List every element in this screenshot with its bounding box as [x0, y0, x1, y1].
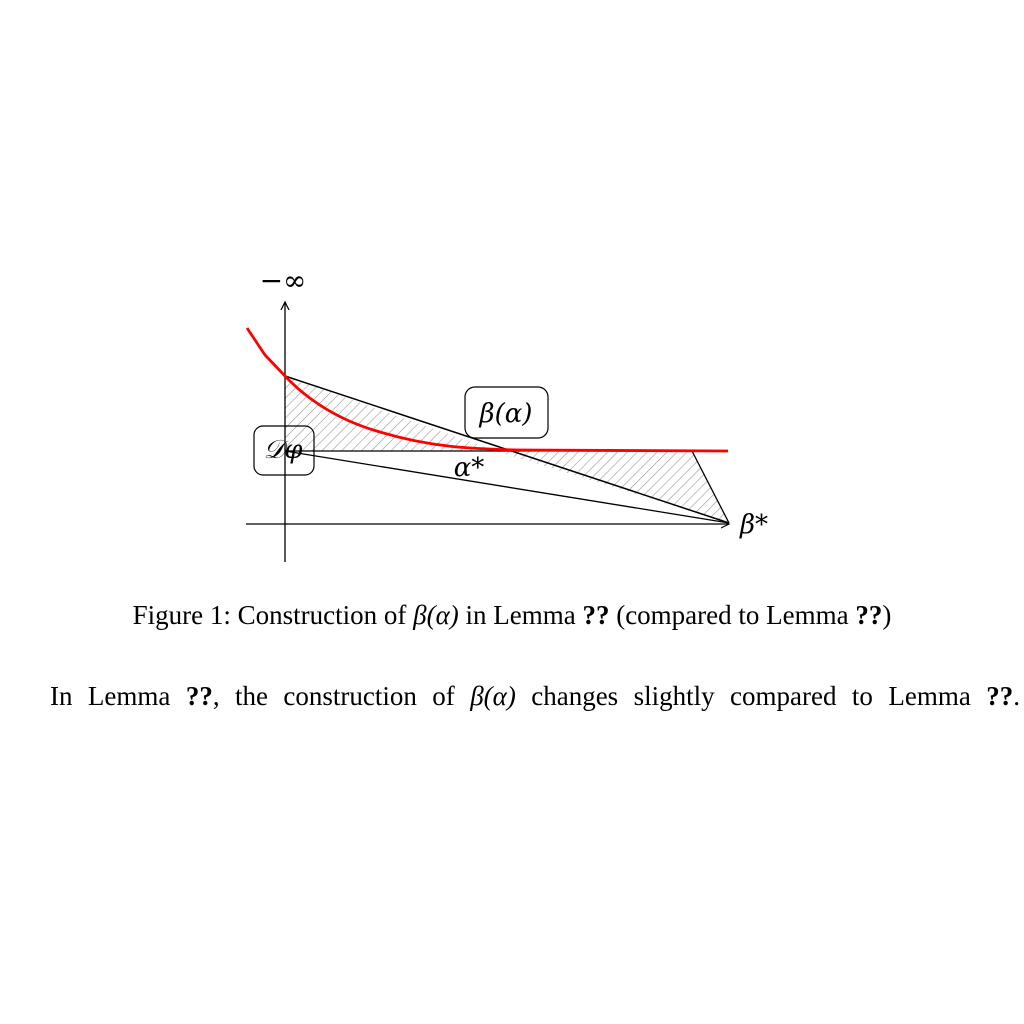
paragraph-ref-2[interactable]: ?? — [986, 681, 1014, 711]
paragraph-text-3: changes slightly compared to Lemma — [515, 681, 987, 711]
caption-math-beta-alpha: β(α) — [413, 600, 459, 630]
caption-mid1: in Lemma — [458, 600, 583, 630]
paragraph-ref-1[interactable]: ?? — [185, 681, 213, 711]
caption-ref-2[interactable]: ?? — [855, 600, 883, 630]
body-paragraph — [6, 680, 1020, 744]
beta-alpha-label: β(α) — [479, 399, 533, 429]
caption-mid2: (compared to Lemma — [609, 600, 856, 630]
paragraph-math-beta-alpha: β(α) — [470, 681, 516, 711]
x-axis-label: β* — [740, 510, 769, 540]
caption-prefix: Figure 1: Construction of — [132, 600, 414, 630]
D-phi-label: 𝒟φ — [263, 435, 303, 465]
caption-suffix: ) — [882, 600, 892, 630]
y-axis-label: −∞ — [259, 264, 307, 297]
paragraph-text-4: . — [1013, 681, 1020, 711]
paragraph-text-1: In Lemma — [50, 681, 186, 711]
paragraph-text-2: , the construction of — [212, 681, 471, 711]
figure-caption — [0, 598, 1024, 632]
caption-ref-1[interactable]: ?? — [582, 600, 610, 630]
beta-alpha-box — [465, 387, 548, 438]
alpha-star-label: α* — [453, 453, 485, 483]
